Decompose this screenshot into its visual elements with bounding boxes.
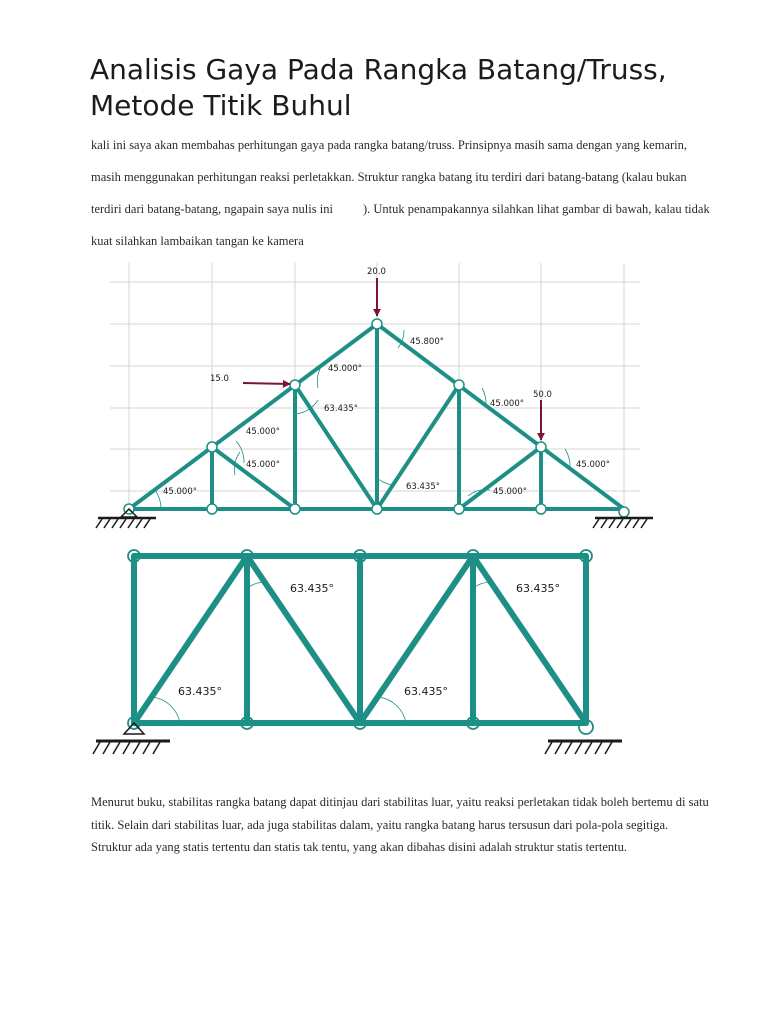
truss-diagram-2 [0,540,768,770]
support-pin-left [96,509,156,528]
angle-label-right-mid: 45.000° [490,399,524,409]
truss-diagram-1 [0,258,768,530]
angle-label-apex-right: 45.800° [410,337,444,347]
support-roller-right [593,518,653,528]
angle-label-left-top: 45.000° [328,364,362,374]
load-label-left: 15.0 [210,374,229,384]
support-roller-right [545,741,622,754]
angle-label-right-base: 45.000° [493,487,527,497]
angle-label-top-right: 63.435° [516,582,560,595]
load-label-apex: 20.0 [367,267,386,277]
load-label-right: 50.0 [533,390,552,400]
article-title: Analisis Gaya Pada Rangka Batang/Truss, Metode Titik Buhul [90,53,667,122]
angle-label-left-diag: 63.435° [324,404,358,414]
truss-members [129,324,624,509]
angle-label-top-left: 63.435° [290,582,334,595]
intro-text-part2: ). Untuk penampakannya silahkan lihat gambar di bawah, kalau tidak kuat silahkan lambaikan tangan ke kamera [91,202,710,248]
angle-label-center-diag: 63.435° [406,482,440,492]
angle-label-left-mid-upper: 45.000° [246,427,280,437]
intro-paragraph [91,129,711,257]
angle-label-left-base: 45.000° [163,487,197,497]
angle-label-left-mid-lower: 45.000° [246,460,280,470]
angle-label-bottom-right: 63.435° [404,685,448,698]
intro-text-part1: kali ini saya akan membahas perhitungan gaya pada rangka batang/truss. Prinsipnya masih sama dengan yang kemarin, masih menggunakan perhitungan reaksi perletakkan. Struktur rangka batang itu terdiri dari batang-batang (kalau bukan terdiri dari batang-batang, ngapain saya nulis ini [91,138,688,216]
angle-label-right-end: 45.000° [576,460,610,470]
body-paragraph: Menurut buku, stabilitas rangka batang dapat ditinjau dari stabilitas luar, yaitu reaksi perletakan tidak boleh bertemu di satu titik. Selain dari stabilitas luar, ada juga stabilitas dalam, yaitu rangka batang harus tersusun dari pola-pola segitiga. Struktur ada yang statis tertentu dan statis tak tentu, yang akan dibahas disini adalah struktur statis tertentu. [91,795,709,854]
angle-label-bottom-left: 63.435° [178,685,222,698]
